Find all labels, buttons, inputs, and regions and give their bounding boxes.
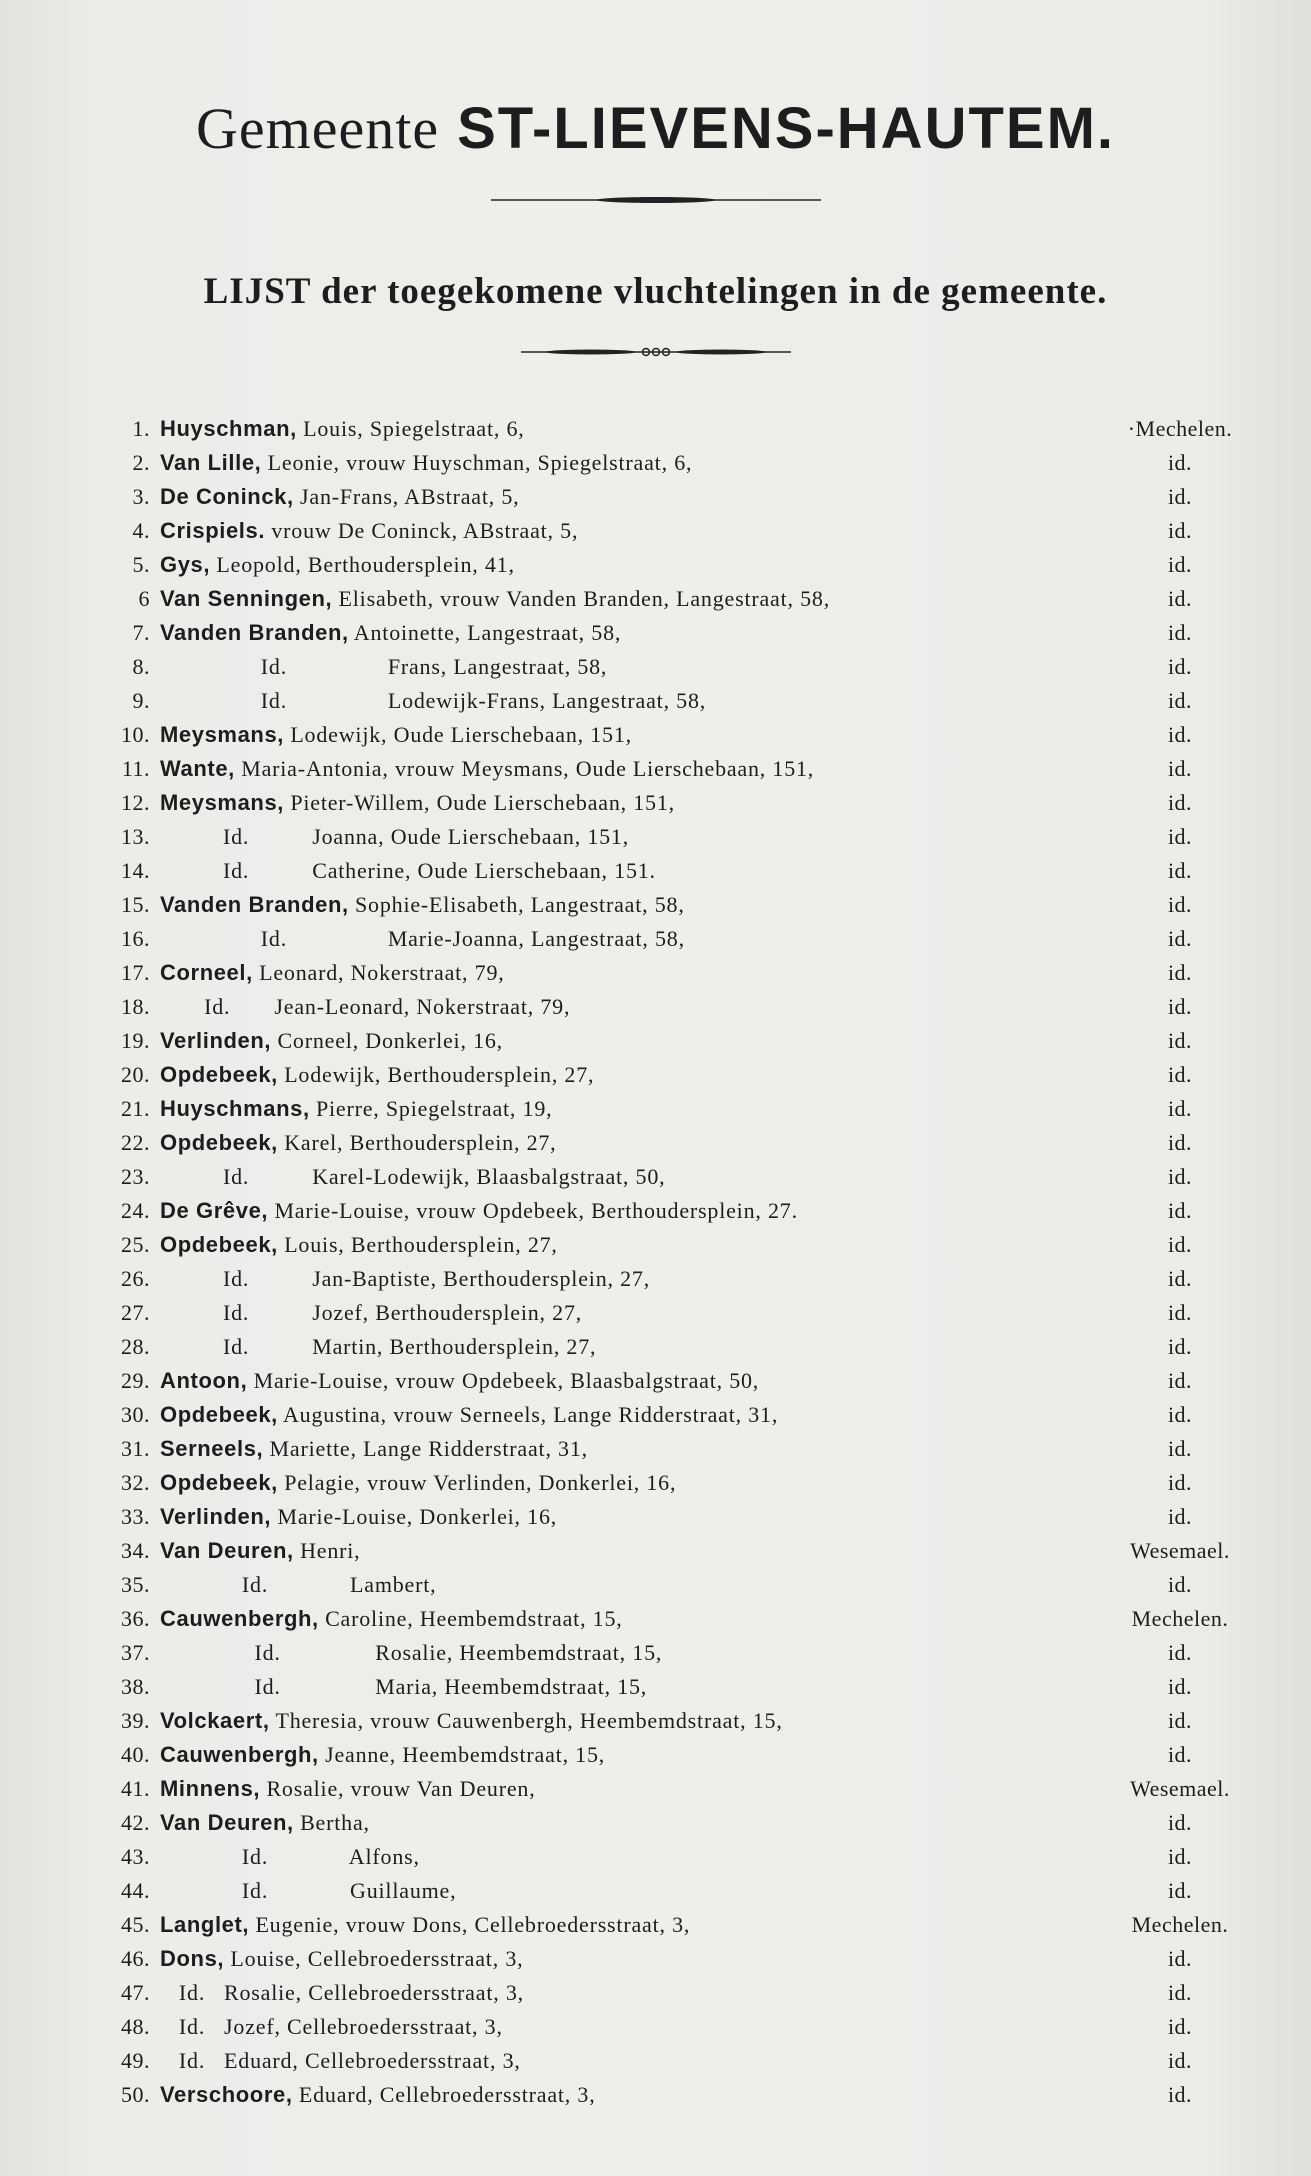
entry-text [160, 514, 578, 548]
list-item [0, 1262, 1311, 1296]
entry-number: 18. [121, 994, 150, 1019]
entry-details: Louise, Cellebroedersstraat, 3, [224, 1946, 524, 1971]
entry-details: Eugenie, vrouw Dons, Cellebroedersstraat, 3, [249, 1912, 691, 1937]
entry-details: Lodewijk, Oude Lierschebaan, 151, [284, 722, 632, 747]
entry-text [160, 1364, 759, 1398]
entry-origin: id. [1167, 892, 1193, 917]
entry-text [160, 2010, 503, 2044]
entry-origin: id. [1167, 654, 1193, 679]
entry-number: 43. [121, 1844, 150, 1869]
entry-number: 3. [132, 484, 150, 509]
entry-details: Id. Joanna, Oude Lierschebaan, 151, [160, 824, 630, 849]
list-item [0, 1330, 1311, 1364]
entry-origin: Mechelen. [1131, 1606, 1229, 1631]
entry-text [160, 1160, 665, 1194]
entry-number: 9. [132, 688, 150, 713]
entry-origin: id. [1167, 1470, 1193, 1495]
entry-details: Bertha, [293, 1810, 370, 1835]
entry-number: 38. [121, 1674, 150, 1699]
entry-origin: id. [1167, 586, 1193, 611]
list-item [0, 1126, 1311, 1160]
list-item [0, 1364, 1311, 1398]
entry-text [160, 1738, 605, 1772]
list-item [0, 1296, 1311, 1330]
entry-number: 4. [132, 518, 150, 543]
entry-text [160, 412, 525, 446]
entry-surname: Meysmans, [160, 790, 285, 815]
entry-details: Marie-Louise, vrouw Opdebeek, Blaasbalgstraat, 50, [247, 1368, 760, 1393]
entry-details: Id. Jean-Leonard, Nokerstraat, 79, [160, 994, 571, 1019]
entry-origin: id. [1167, 1810, 1193, 1835]
entry-text [160, 1058, 594, 1092]
entry-details: Augustina, vrouw Serneels, Lange Ridderstraat, 31, [277, 1402, 779, 1427]
entry-origin: Wesemael. [1130, 1776, 1230, 1801]
list-item [0, 1942, 1311, 1976]
entry-details: Id. Rosalie, Heembemdstraat, 15, [160, 1640, 663, 1665]
list-item [0, 2010, 1311, 2044]
entry-text [160, 922, 685, 956]
entry-details: Id. Guillaume, [160, 1878, 457, 1903]
entry-text [160, 616, 621, 650]
list-item [0, 922, 1311, 956]
entry-details: Henri, [293, 1538, 361, 1563]
entry-surname: Crispiels. [160, 518, 266, 543]
list-item [0, 684, 1311, 718]
entry-number: 17. [121, 960, 150, 985]
entry-details: Mariette, Lange Ridderstraat, 31, [263, 1436, 588, 1461]
list-item [0, 582, 1311, 616]
entry-surname: Van Deuren, [160, 1810, 294, 1835]
list-item [0, 1772, 1311, 1806]
entry-text [160, 1534, 360, 1568]
entry-origin: id. [1167, 1674, 1193, 1699]
entry-details: Jan-Frans, ABstraat, 5, [293, 484, 520, 509]
list-item [0, 1568, 1311, 1602]
entry-origin: id. [1167, 2048, 1193, 2073]
entry-surname: Corneel, [160, 960, 253, 985]
entry-text [160, 888, 685, 922]
entry-number: 5. [132, 552, 150, 577]
entry-number: 41. [121, 1776, 150, 1801]
entry-text [160, 2044, 521, 2078]
entry-number: 39. [121, 1708, 150, 1733]
entry-surname: Verlinden, [160, 1028, 272, 1053]
entry-text [160, 582, 830, 616]
entry-text [160, 1466, 676, 1500]
entry-number: 19. [121, 1028, 150, 1053]
page-title [0, 95, 1311, 162]
entry-details: Jeanne, Heembemdstraat, 15, [318, 1742, 606, 1767]
entry-origin: id. [1167, 1844, 1193, 1869]
entry-origin: id. [1167, 1266, 1193, 1291]
list-item [0, 514, 1311, 548]
entry-details: Eduard, Cellebroedersstraat, 3, [292, 2082, 596, 2107]
entry-number: 34. [121, 1538, 150, 1563]
list-item [0, 1874, 1311, 1908]
entry-surname: De Grêve, [160, 1198, 269, 1223]
entry-details: Pierre, Spiegelstraat, 19, [309, 1096, 553, 1121]
entry-text [160, 1568, 436, 1602]
entry-details: Karel, Berthoudersplein, 27, [277, 1130, 557, 1155]
entry-origin: id. [1167, 722, 1193, 747]
entry-origin: id. [1167, 2082, 1193, 2107]
list-item [0, 1466, 1311, 1500]
entry-text [160, 650, 607, 684]
entry-surname: Minnens, [160, 1776, 261, 1801]
entry-surname: Opdebeek, [160, 1130, 278, 1155]
entry-text [160, 1194, 798, 1228]
list-item [0, 2044, 1311, 2078]
entry-details: Id. Martin, Berthoudersplein, 27, [160, 1334, 597, 1359]
list-item [0, 1160, 1311, 1194]
list-item [0, 1092, 1311, 1126]
entry-surname: Van Deuren, [160, 1538, 294, 1563]
list-item [0, 854, 1311, 888]
list-item [0, 1840, 1311, 1874]
list-item [0, 1058, 1311, 1092]
entry-number: 27. [121, 1300, 150, 1325]
entry-text [160, 990, 570, 1024]
entry-number: 6 [138, 586, 150, 611]
entry-surname: Dons, [160, 1946, 225, 1971]
entry-details: Antoinette, Langestraat, 58, [348, 620, 622, 645]
list-item [0, 718, 1311, 752]
list-item [0, 820, 1311, 854]
entry-text [160, 1602, 623, 1636]
entry-surname: Vanden Branden, [160, 620, 349, 645]
list-subtitle: LIJST der toegekomene vluchtelingen in de gemeente. [203, 271, 1108, 312]
list-item [0, 1602, 1311, 1636]
entry-details: Id. Marie-Joanna, Langestraat, 58, [160, 926, 685, 951]
entry-origin: id. [1167, 1300, 1193, 1325]
entry-text [160, 446, 692, 480]
ornament-rule-icon [491, 192, 821, 208]
entry-origin: id. [1167, 858, 1193, 883]
entry-number: 15. [121, 892, 150, 917]
entry-surname: Gys, [160, 552, 211, 577]
list-item [0, 1670, 1311, 1704]
entry-number: 35. [121, 1572, 150, 1597]
entry-origin: id. [1167, 1164, 1193, 1189]
entry-number: 37. [121, 1640, 150, 1665]
subtitle-ornament [0, 343, 1311, 366]
entry-details: Marie-Louise, vrouw Opdebeek, Berthoudersplein, 27. [268, 1198, 798, 1223]
entry-number: 48. [121, 2014, 150, 2039]
entry-text [160, 1636, 662, 1670]
entry-origin: id. [1167, 1640, 1193, 1665]
entry-number: 7. [132, 620, 150, 645]
entry-text [160, 1126, 556, 1160]
entry-origin: id. [1167, 1232, 1193, 1257]
entry-surname: Verschoore, [160, 2082, 293, 2107]
entry-text [160, 1296, 582, 1330]
entry-text [160, 2078, 596, 2112]
list-item [0, 956, 1311, 990]
entry-details: Sophie-Elisabeth, Langestraat, 58, [348, 892, 685, 917]
entry-text [160, 1908, 690, 1942]
entry-origin: id. [1167, 1708, 1193, 1733]
list-item [0, 1024, 1311, 1058]
entry-details: Lodewijk, Berthoudersplein, 27, [277, 1062, 595, 1087]
entry-surname: Van Lille, [160, 450, 262, 475]
entry-origin: id. [1167, 1130, 1193, 1155]
entry-number: 13. [121, 824, 150, 849]
entry-number: 11. [121, 756, 150, 781]
entry-number: 23. [121, 1164, 150, 1189]
entry-number: 1. [132, 416, 150, 441]
entry-text [160, 1942, 523, 1976]
entry-surname: Huyschmans, [160, 1096, 310, 1121]
list-item [0, 1738, 1311, 1772]
entry-details: Louis, Berthoudersplein, 27, [277, 1232, 558, 1257]
entry-origin: id. [1167, 518, 1193, 543]
list-item [0, 990, 1311, 1024]
list-item [0, 480, 1311, 514]
entry-text [160, 1398, 778, 1432]
entry-surname: Serneels, [160, 1436, 264, 1461]
entry-details: Id. Karel-Lodewijk, Blaasbalgstraat, 50, [160, 1164, 666, 1189]
entry-origin: id. [1167, 1334, 1193, 1359]
entry-number: 14. [121, 858, 150, 883]
entry-details: Louis, Spiegelstraat, 6, [296, 416, 525, 441]
entry-number: 32. [121, 1470, 150, 1495]
entry-details: Id. Eduard, Cellebroedersstraat, 3, [160, 2048, 521, 2073]
entry-number: 26. [121, 1266, 150, 1291]
list-item [0, 1432, 1311, 1466]
list-item [0, 1704, 1311, 1738]
entry-origin: id. [1167, 960, 1193, 985]
entry-origin: id. [1167, 1946, 1193, 1971]
entry-number: 33. [121, 1504, 150, 1529]
entry-number: 12. [121, 790, 150, 815]
entry-details: Pelagie, vrouw Verlinden, Donkerlei, 16, [277, 1470, 677, 1495]
entry-text [160, 786, 675, 820]
entry-text [160, 1874, 456, 1908]
entry-text [160, 1330, 596, 1364]
entry-details: Id. Frans, Langestraat, 58, [160, 654, 608, 679]
entry-origin: id. [1167, 1504, 1193, 1529]
entry-origin: id. [1167, 1572, 1193, 1597]
entry-origin: id. [1167, 620, 1193, 645]
list-item [0, 446, 1311, 480]
entry-text [160, 1670, 647, 1704]
entry-surname: Cauwenbergh, [160, 1742, 319, 1767]
entry-surname: Van Senningen, [160, 586, 333, 611]
entry-details: Id. Jozef, Cellebroedersstraat, 3, [160, 2014, 503, 2039]
entry-details: vrouw De Coninck, ABstraat, 5, [265, 518, 579, 543]
list-item [0, 650, 1311, 684]
entry-details: Leonie, vrouw Huyschman, Spiegelstraat, 6, [261, 450, 693, 475]
entry-origin: Wesemael. [1130, 1538, 1230, 1563]
entry-text [160, 956, 505, 990]
entry-number: 47. [121, 1980, 150, 2005]
entry-origin: id. [1167, 2014, 1193, 2039]
entry-surname: Wante, [160, 756, 235, 781]
entry-text [160, 1976, 524, 2010]
entry-details: Id. Catherine, Oude Lierschebaan, 151. [160, 858, 656, 883]
entry-details: Id. Jozef, Berthoudersplein, 27, [160, 1300, 583, 1325]
list-item [0, 1534, 1311, 1568]
entry-origin: id. [1167, 1878, 1193, 1903]
entry-number: 20. [121, 1062, 150, 1087]
entry-details: Pieter-Willem, Oude Lierschebaan, 151, [284, 790, 675, 815]
entry-origin: id. [1167, 1742, 1193, 1767]
entry-origin: id. [1167, 790, 1193, 815]
entry-details: Id. Rosalie, Cellebroedersstraat, 3, [160, 1980, 524, 2005]
entry-origin: id. [1167, 994, 1193, 1019]
entry-surname: Antoon, [160, 1368, 248, 1393]
entry-origin: id. [1167, 1096, 1193, 1121]
list-item [0, 616, 1311, 650]
entry-origin: id. [1167, 1436, 1193, 1461]
entry-text [160, 684, 706, 718]
ornament-flourish-icon [521, 343, 791, 361]
entry-number: 22. [121, 1130, 150, 1155]
entry-text [160, 1432, 588, 1466]
entry-details: Id. Maria, Heembemdstraat, 15, [160, 1674, 648, 1699]
entry-text [160, 1262, 650, 1296]
entry-text [160, 752, 814, 786]
entry-origin: id. [1167, 1028, 1193, 1053]
entry-details: Leonard, Nokerstraat, 79, [252, 960, 505, 985]
entry-number: 10. [121, 722, 150, 747]
entry-text [160, 1704, 783, 1738]
entry-surname: Verlinden, [160, 1504, 272, 1529]
entry-surname: Opdebeek, [160, 1470, 278, 1495]
entry-number: 29. [121, 1368, 150, 1393]
entry-origin: id. [1167, 1980, 1193, 2005]
list-item [0, 1806, 1311, 1840]
list-item [0, 752, 1311, 786]
entry-details: Rosalie, vrouw Van Deuren, [260, 1776, 536, 1801]
entry-surname: Langlet, [160, 1912, 250, 1937]
list-item [0, 2078, 1311, 2112]
list-item [0, 1500, 1311, 1534]
entry-number: 8. [132, 654, 150, 679]
entry-origin: ·Mechelen. [1127, 416, 1233, 441]
entry-surname: Opdebeek, [160, 1062, 278, 1087]
entry-details: Elisabeth, vrouw Vanden Branden, Langestraat, 58, [332, 586, 831, 611]
entry-text [160, 820, 629, 854]
entry-details: Id. Lambert, [160, 1572, 437, 1597]
entry-text [160, 1500, 557, 1534]
entry-number: 16. [121, 926, 150, 951]
entry-text [160, 1806, 370, 1840]
entry-number: 49. [121, 2048, 150, 2073]
entry-details: Theresia, vrouw Cauwenbergh, Heembemdstraat, 15, [269, 1708, 783, 1733]
entry-number: 2. [132, 450, 150, 475]
list-item [0, 1194, 1311, 1228]
list-item [0, 1228, 1311, 1262]
entry-text [160, 1772, 536, 1806]
entry-number: 24. [121, 1198, 150, 1223]
list-item [0, 412, 1311, 446]
entry-origin: id. [1167, 1368, 1193, 1393]
entry-details: Caroline, Heembemdstraat, 15, [318, 1606, 623, 1631]
entry-origin: id. [1167, 756, 1193, 781]
entry-text [160, 718, 632, 752]
title-prefix: Gemeente [195, 96, 440, 161]
list-item [0, 1976, 1311, 2010]
entry-details: Corneel, Donkerlei, 16, [271, 1028, 503, 1053]
entry-origin: id. [1167, 824, 1193, 849]
entry-details: Id. Alfons, [160, 1844, 420, 1869]
list-item [0, 888, 1311, 922]
entry-number: 45. [121, 1912, 150, 1937]
entry-origin: id. [1167, 1062, 1193, 1087]
entry-number: 44. [121, 1878, 150, 1903]
entry-number: 46. [121, 1946, 150, 1971]
entry-origin: Mechelen. [1131, 1912, 1229, 1937]
entry-number: 42. [121, 1810, 150, 1835]
entry-number: 40. [121, 1742, 150, 1767]
entry-text [160, 480, 519, 514]
list-item [0, 786, 1311, 820]
list-item [0, 548, 1311, 582]
list-item [0, 1908, 1311, 1942]
entry-text [160, 1024, 503, 1058]
entry-origin: id. [1167, 1198, 1193, 1223]
entry-details: Maria-Antonia, vrouw Meysmans, Oude Lierschebaan, 151, [234, 756, 815, 781]
entry-text [160, 854, 656, 888]
entry-number: 21. [121, 1096, 150, 1121]
entry-number: 36. [121, 1606, 150, 1631]
entry-origin: id. [1167, 926, 1193, 951]
list-item [0, 1398, 1311, 1432]
entry-origin: id. [1167, 484, 1193, 509]
entry-details: Leopold, Berthoudersplein, 41, [210, 552, 515, 577]
entry-number: 31. [121, 1436, 150, 1461]
entry-text [160, 1228, 558, 1262]
entry-surname: Volckaert, [160, 1708, 270, 1733]
entry-origin: id. [1167, 552, 1193, 577]
entry-surname: Meysmans, [160, 722, 285, 747]
entry-surname: Cauwenbergh, [160, 1606, 319, 1631]
entry-number: 25. [121, 1232, 150, 1257]
list-item [0, 1636, 1311, 1670]
entry-text [160, 1840, 420, 1874]
entry-details: Id. Jan-Baptiste, Berthoudersplein, 27, [160, 1266, 650, 1291]
entry-origin: id. [1167, 1402, 1193, 1427]
title-municipality: ST-LIEVENS-HAUTEM. [457, 96, 1115, 161]
entry-origin: id. [1167, 688, 1193, 713]
entry-number: 30. [121, 1402, 150, 1427]
entry-surname: Vanden Branden, [160, 892, 349, 917]
entry-origin: id. [1167, 450, 1193, 475]
entry-surname: De Coninck, [160, 484, 294, 509]
entry-text [160, 1092, 552, 1126]
entry-surname: Opdebeek, [160, 1402, 278, 1427]
title-ornament [0, 192, 1311, 213]
entry-details: Id. Lodewijk-Frans, Langestraat, 58, [160, 688, 707, 713]
entry-number: 50. [121, 2082, 150, 2107]
entry-surname: Opdebeek, [160, 1232, 278, 1257]
entry-text [160, 548, 515, 582]
entry-details: Marie-Louise, Donkerlei, 16, [271, 1504, 558, 1529]
entry-number: 28. [121, 1334, 150, 1359]
entry-surname: Huyschman, [160, 416, 297, 441]
